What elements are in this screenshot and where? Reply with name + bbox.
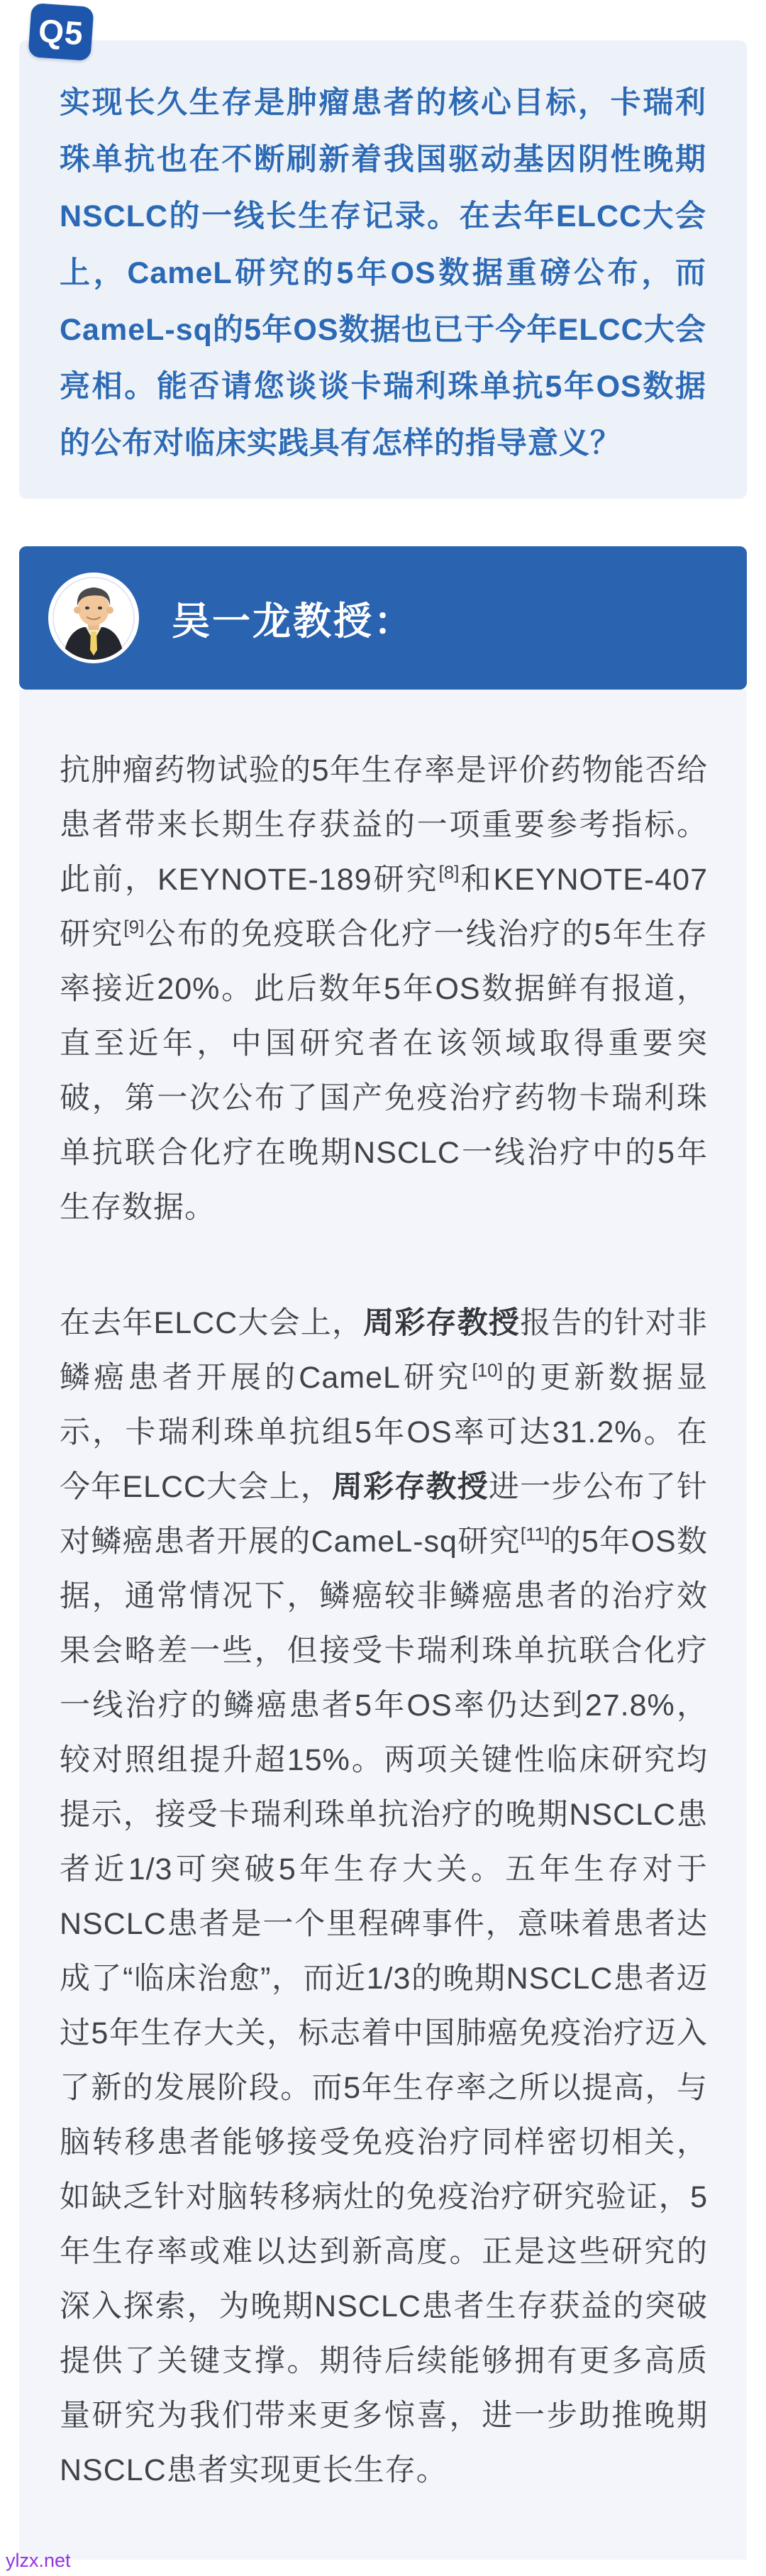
question-number-label: Q5	[37, 11, 85, 52]
question-number-badge	[28, 3, 94, 61]
answer-paragraph: 抗肿瘤药物试验的5年生存率是评价药物能否给患者带来长期生存获益的一项重要参考指标。此前，KEYNOTE-189研究[8]和KEYNOTE-407研究[9]公布的免疫联合化疗一线治疗的5年生存率接近20%。此后数年5年OS数据鲜有报道，直至近年，中国研究者在该领域取得重要突破，第一次公布了国产免疫治疗药物卡瑞利珠单抗联合化疗在晚期NSCLC一线治疗中的5年生存数据。	[60, 753, 708, 1225]
expert-name: 吴一龙教授：	[172, 599, 414, 643]
answer-panel	[19, 690, 747, 2560]
site-watermark: ylzx.net	[6, 2550, 71, 2571]
expert-header	[19, 546, 747, 690]
question-panel	[19, 40, 747, 499]
question-text: 实现长久生存是肿瘤患者的核心目标，卡瑞利珠单抗也在不断刷新着我国驱动基因阴性晚期NSCLC的一线长生存记录。在去年ELCC大会上，CameL研究的5年OS数据重磅公布，而CameL-sq的5年OS数据也已于今年ELCC大会亮相。能否请您谈谈卡瑞利珠单抗5年OS数据的公布对临床实践具有怎样的指导意义？	[60, 86, 706, 460]
answer-paragraph: 在去年ELCC大会上，周彩存教授报告的针对非鳞癌患者开展的CameL研究[10]的更新数据显示，卡瑞利珠单抗组5年OS率可达31.2%。在今年ELCC大会上，周彩存教授进一步公布了针对鳞癌患者开展的CameL-sq研究[11]的5年OS数据，通常情况下，鳞癌较非鳞癌患者的治疗效果会略差一些，但接受卡瑞利珠单抗联合化疗一线治疗的鳞癌患者5年OS率仍达到27.8%，较对照组提升超15%。两项关键性临床研究均提示，接受卡瑞利珠单抗治疗的晚期NSCLC患者近1/3可突破5年生存大关。五年生存对于NSCLC患者是一个里程碑事件，意味着患者达成了“临床治愈”，而近1/3的晚期NSCLC患者迈过5年生存大关，标志着中国肺癌免疫治疗迈入了新的发展阶段。而5年生存率之所以提高，与脑转移患者能够接受免疫治疗同样密切相关，如缺乏针对脑转移病灶的免疫治疗研究验证，5年生存率或难以达到新高度。正是这些研究的深入探索，为晚期NSCLC患者生存获益的突破提供了关键支撑。期待后续能够拥有更多高质量研究为我们带来更多惊喜，进一步助推晚期NSCLC患者实现更长生存。	[60, 1306, 709, 2487]
expert-avatar	[48, 573, 139, 663]
expert-portrait-icon	[52, 576, 135, 660]
